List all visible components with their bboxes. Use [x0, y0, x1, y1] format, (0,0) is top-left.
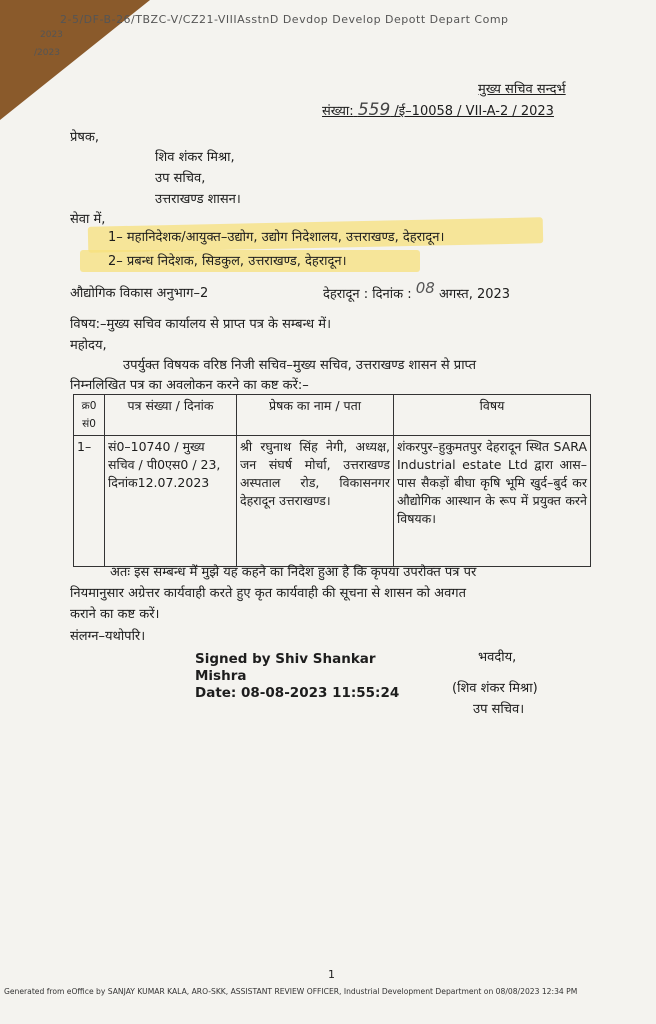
office-title: मुख्य सचिव सन्दर्भ [478, 82, 566, 97]
recipient-1: 1– महानिदेशक/आयुक्त–उद्योग, उद्योग निदेशालय, उत्तराखण्ड, देहरादून। [108, 230, 445, 245]
sender-name: शिव शंकर मिश्रा, [155, 150, 235, 165]
intro-line-1: उपर्युक्त विषयक वरिष्ठ निजी सचिव–मुख्य सचिव, उत्तराखण्ड शासन से प्राप्त [123, 358, 476, 373]
signatory-designation: उप सचिव। [473, 702, 525, 717]
section-name: औद्योगिक विकास अनुभाग–2 [70, 286, 209, 301]
table-header-sn: क्र0 सं0 [74, 395, 105, 436]
header-stamp: 2-5/DF-B-26/TBZC-V/CZ21-VIIIAsstnD Devdop Develop Depott Depart Comp [60, 13, 509, 26]
reference-table [73, 394, 591, 567]
recipients-heading: सेवा में, [70, 212, 106, 227]
reference-rest: /ई–10058 / VII-A-2 / 2023 [394, 104, 554, 119]
table-cell-subject: शंकरपुर–हुकुमतपुर देहरादून स्थित SARA Industrial estate Ltd द्वारा आस–पास सैकड़ों बीघा कृषि भूमि खुर्द–बुर्द कर औद्योगिक आस्थान के रूप में प्रयुक्त करने विषयक। [394, 436, 591, 567]
table-header-row [74, 395, 591, 436]
table-header-subject: विषय [394, 395, 591, 436]
closing-line-3: कराने का कष्ट करें। [70, 607, 160, 622]
digital-signature-line-1: Signed by Shiv Shankar [195, 651, 376, 667]
table-header-letter: पत्र संख्या / दिनांक [105, 395, 237, 436]
salutation: महोदय, [70, 338, 107, 353]
valediction: भवदीय, [478, 650, 517, 665]
closing-line-2: नियमानुसार अग्रेत्तर कार्यवाही करते हुए कृत कार्यवाही की सूचना से शासन को अवगत [70, 586, 467, 601]
sender-designation: उप सचिव, [155, 171, 206, 186]
intro-line-2: निम्नलिखित पत्र का अवलोकन करने का कष्ट करें:– [70, 378, 309, 393]
digital-signature-date: Date: 08-08-2023 11:55:24 [195, 685, 400, 701]
eoffice-footer: Generated from eOffice by SANJAY KUMAR KALA, ARO-SKK, ASSISTANT REVIEW OFFICER, Industrial Development Department on 08/08/2023 12:34 PM [4, 987, 578, 996]
reference-number [322, 100, 554, 120]
reference-label: संख्या: [322, 104, 354, 119]
reference-handwritten-number: 559 [357, 100, 391, 120]
date-line [323, 279, 511, 302]
page-number: 1 [328, 968, 335, 981]
header-date-1: 2023 [40, 30, 63, 40]
header-date-2: /2023 [34, 48, 60, 58]
sender-office: उत्तराखण्ड शासन। [155, 192, 241, 207]
signatory-name: (शिव शंकर मिश्रा) [452, 681, 538, 696]
date-month-year: अगस्त, 2023 [438, 287, 511, 302]
table-header-sender: प्रेषक का नाम / पता [237, 395, 394, 436]
recipient-2: 2– प्रबन्ध निदेशक, सिडकुल, उत्तराखण्ड, देहरादून। [108, 254, 347, 269]
enclosure-note: संलग्न–यथोपरि। [70, 629, 146, 644]
table-cell-sn: 1– [74, 436, 105, 567]
table-cell-letter: सं0–10740 / मुख्य सचिव / पी0एस0 / 23, दिनांक12.07.2023 [105, 436, 237, 567]
digital-signature-line-2: Mishra [195, 668, 247, 684]
table-row [74, 436, 591, 567]
table-cell-sender: श्री रघुनाथ सिंह नेगी, अध्यक्ष, जन संघर्ष मोर्चा, उत्तराखण्ड अस्पताल रोड, विकासनगर देहरादून उत्तराखण्ड। [237, 436, 394, 567]
sender-heading: प्रेषक, [70, 130, 100, 145]
closing-line-1: अतः इस सम्बन्ध में मुझे यह कहने का निदेश हुआ है कि कृपया उपरोक्त पत्र पर [110, 565, 477, 580]
date-day-handwritten: 08 [415, 279, 435, 297]
date-place: देहरादून : दिनांक : [323, 287, 412, 302]
subject-line: विषय:–मुख्य सचिव कार्यालय से प्राप्त पत्र के सम्बन्ध में। [70, 317, 331, 332]
